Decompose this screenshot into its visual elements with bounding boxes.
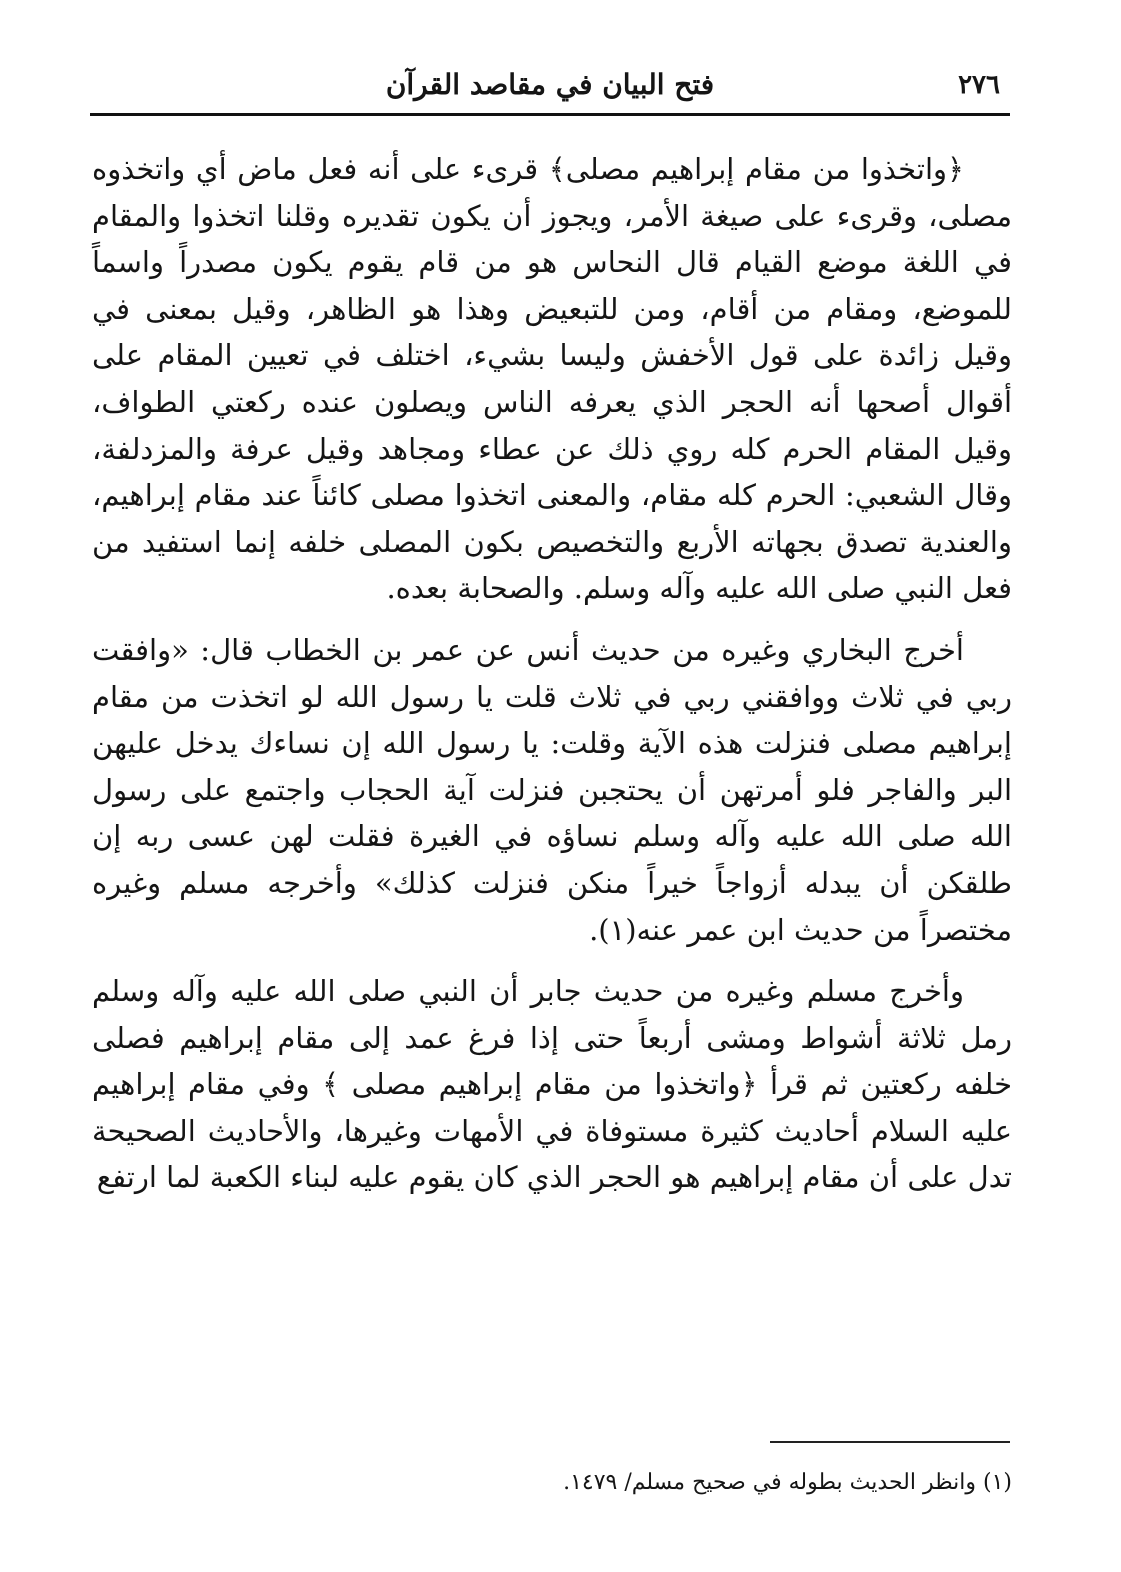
paragraph-2: أخرج البخاري وغيره من حديث أنس عن عمر بن الخطاب قال: «وافقت ربي في ثلاث ووافقني ربي في ثلاث قلت يا رسول الله لو اتخذت من مقام إبراهيم مصلى فنزلت هذه الآية وقلت: يا رسول الله إن نساءك يدخل عليهن البر والفاجر فلو أمرتهن أن يحتجبن فنزلت آية الحجاب واجتمع على رسول الله صلى الله عليه وآله وسلم نساؤه في الغيرة فقلت لهن عسى ربه إن طلقكن أن يبدله أزواجاً خيراً منكن فنزلت كذلك» وأخرجه مسلم وغيره مختصراً من حديث ابن عمر عنه(١).	[92, 632, 1012, 947]
running-title: فتح البيان في مقاصد القرآن	[385, 68, 715, 101]
paragraph-3: وأخرج مسلم وغيره من حديث جابر أن النبي صلى الله عليه وآله وسلم رمل ثلاثة أشواط ومشى أربعاً حتى إذا فرغ عمد إلى مقام إبراهيم فصلى خلفه ركعتين ثم قرأ ﴿واتخذوا من مقام إبراهيم مصلى ﴾ وفي مقام إبراهيم عليه السلام أحاديث كثيرة مستوفاة في الأمهات وغيرها، والأحاديث الصحيحة تدل على أن مقام إبراهيم هو الحجر الذي كان يقوم عليه لبناء الكعبة لما ارتفع	[92, 974, 1012, 1195]
header-rule	[90, 113, 1010, 116]
page-header	[90, 62, 1010, 112]
paragraph-1: ﴿واتخذوا من مقام إبراهيم مصلى﴾ قرىء على أنه فعل ماض أي واتخذوه مصلى، وقرىء على صيغة الأمر، ويجوز أن يكون تقديره وقلنا اتخذوا والمقام في اللغة موضع القيام قال النحاس هو من قام يقوم يكون مصدراً واسماً للموضع، ومقام من أقام، ومن للتبعيض وهذا هو الظاهر، وقيل بمعنى في وقيل زائدة على قول الأخفش وليسا بشيء، اختلف في تعيين المقام على أقوال أصحها أنه الحجر الذي يعرفه الناس ويصلون عنده ركعتي الطواف، وقيل المقام الحرم كله روي ذلك عن عطاء ومجاهد وقيل عرفة والمزدلفة، وقال الشعبي: الحرم كله مقام، والمعنى اتخذوا مصلى كائناً عند مقام إبراهيم، والعندية تصدق بجهاته الأربع والتخصيص بكون المصلى خلفه إنما استفيد من فعل النبي صلى الله عليه وآله وسلم. والصحابة بعده.	[92, 152, 1012, 606]
body-text	[92, 146, 1012, 1201]
page-number: ٢٧٦	[958, 70, 1000, 100]
footnote: (١) وانظر الحديث بطوله في صحيح مسلم/ ١٤٧٩.	[563, 1470, 1012, 1495]
footnote-rule	[770, 1441, 1010, 1443]
